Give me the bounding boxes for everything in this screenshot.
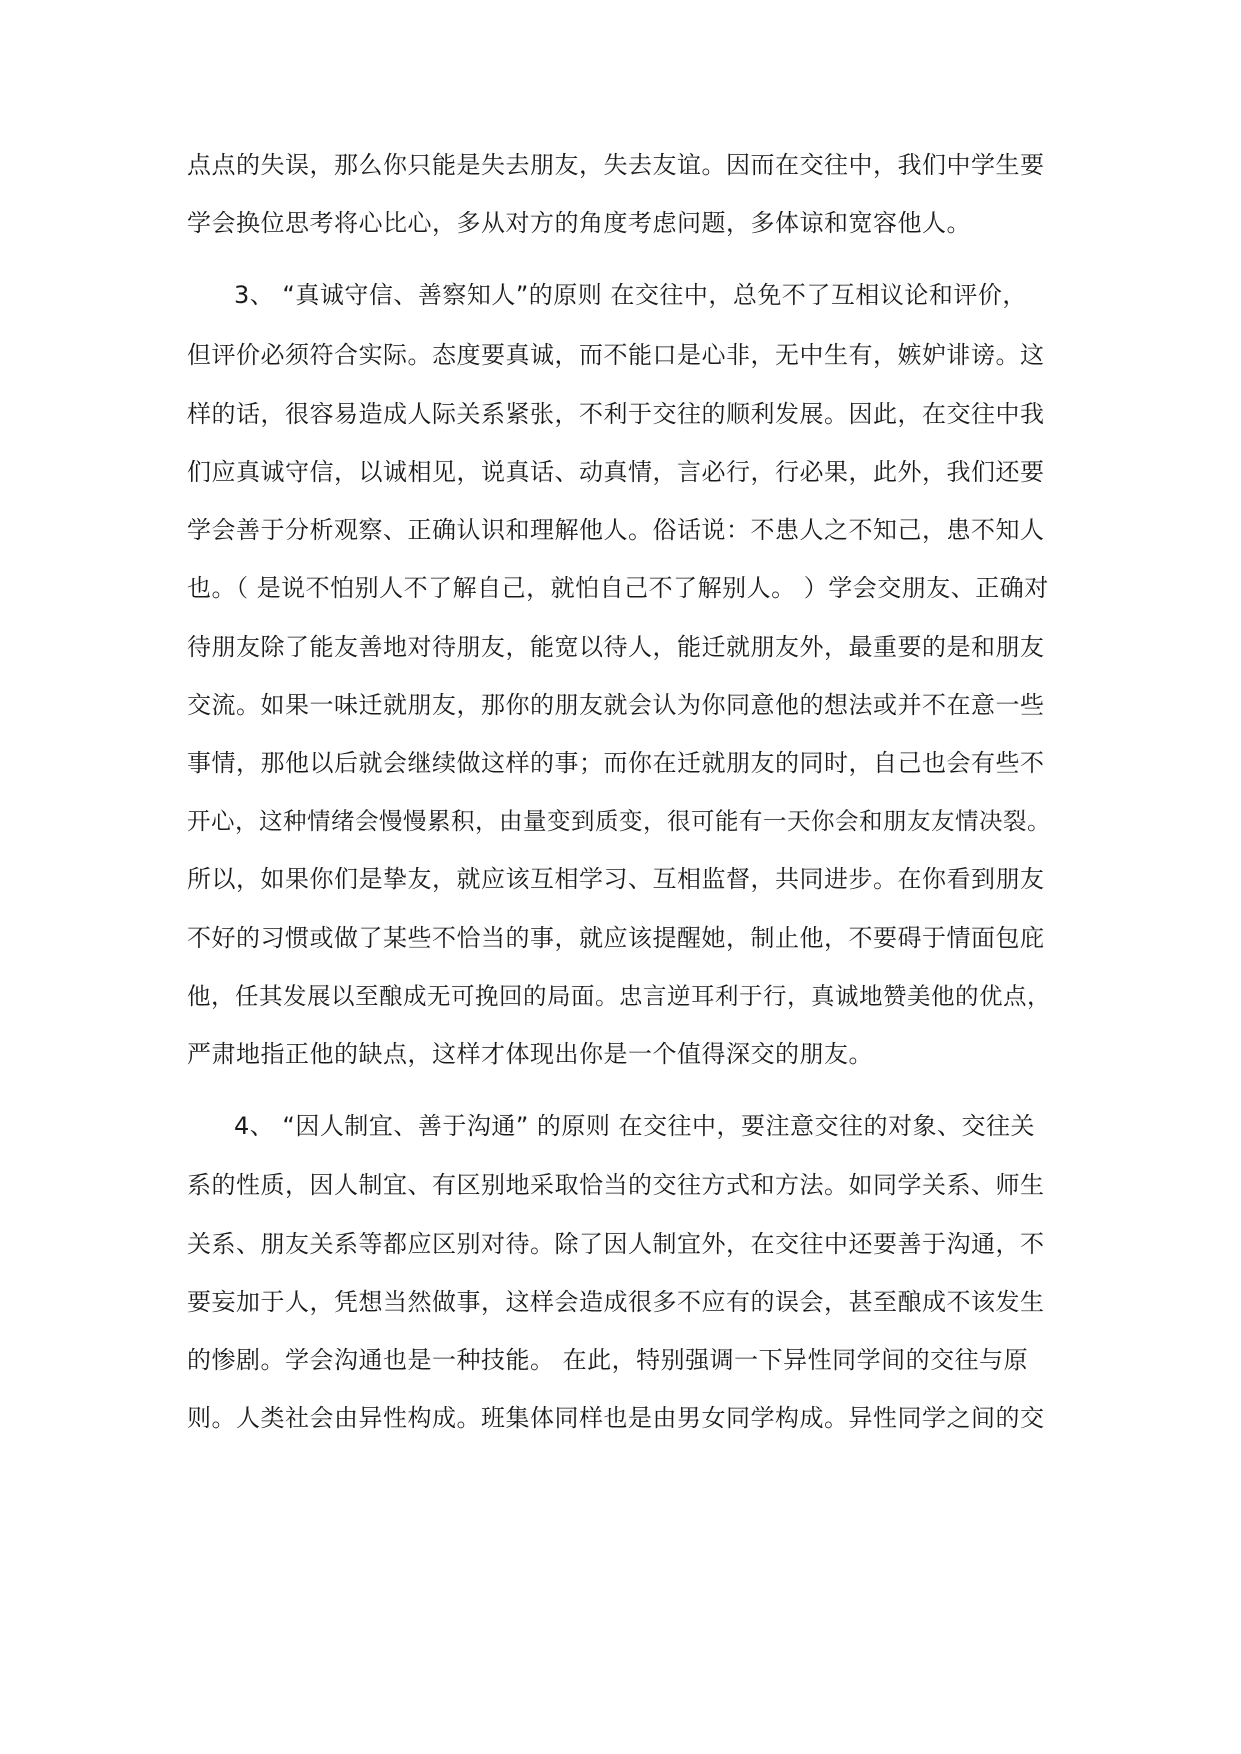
text-line: 学会换位思考将心比心，多从对方的角度考虑问题，多体谅和宽容他人。 <box>187 209 971 237</box>
text-line: 样的话，很容易造成人际关系紧张，不利于交往的顺利发展。因此，在交往中我 <box>187 400 1045 428</box>
text-line: 要妄加于人，凭想当然做事，这样会造成很多不应有的误会，甚至酿成不该发生 <box>187 1288 1045 1316</box>
text-line: 也。（ 是说不怕别人不了解自己，就怕自己不了解别人。 ）学会交朋友、正确对 <box>187 574 1049 602</box>
text-line: 待朋友除了能友善地对待朋友，能宽以待人，能迁就朋友外，最重要的是和朋友 <box>187 633 1045 661</box>
text-line: 但评价必须符合实际。态度要真诚，而不能口是心非，无中生有，嫉妒诽谤。这 <box>187 341 1045 369</box>
text-line: 们应真诚守信，以诚相见，说真话、动真情，言必行，行必果，此外，我们还要 <box>187 458 1045 486</box>
section-heading-3: 3、 “真诚守信、善察知人”的原则 在交往中，总免不了互相议论和评价， <box>234 281 1027 309</box>
text-line: 的惨剧。学会沟通也是一种技能。 在此，特别强调一下异性同学间的交往与原 <box>187 1346 1029 1374</box>
text-line: 则。人类社会由异性构成。班集体同样也是由男女同学构成。异性同学之间的交 <box>187 1404 1045 1432</box>
text-line: 交流。如果一味迁就朋友，那你的朋友就会认为你同意他的想法或并不在意一些 <box>187 691 1045 719</box>
text-line: 关系、朋友关系等都应区别对待。除了因人制宜外，在交往中还要善于沟通，不 <box>187 1230 1045 1258</box>
text-line: 严肃地指正他的缺点，这样才体现出你是一个值得深交的朋友。 <box>187 1040 873 1068</box>
text-line: 不好的习惯或做了某些不恰当的事，就应该提醒她，制止他，不要碍于情面包庇 <box>187 924 1045 952</box>
text-line: 开心，这种情绪会慢慢累积，由量变到质变，很可能有一天你会和朋友友情决裂。 <box>187 807 1051 835</box>
section-heading-4: 4、 “因人制宜、善于沟通” 的原则 在交往中，要注意交往的对象、交往关 <box>234 1112 1036 1140</box>
text-line: 所以，如果你们是挚友，就应该互相学习、互相监督，共同进步。在你看到朋友 <box>187 865 1045 893</box>
text-line: 学会善于分析观察、正确认识和理解他人。俗话说：不患人之不知己，患不知人 <box>187 516 1045 544</box>
text-line: 他，任其发展以至酿成无可挽回的局面。忠言逆耳利于行，真诚地赞美他的优点， <box>187 982 1051 1010</box>
text-line: 系的性质，因人制宜、有区别地采取恰当的交往方式和方法。如同学关系、师生 <box>187 1171 1045 1199</box>
text-line: 点点的失误，那么你只能是失去朋友，失去友谊。因而在交往中，我们中学生要 <box>187 151 1045 179</box>
text-line: 事情，那他以后就会继续做这样的事；而你在迁就朋友的同时，自己也会有些不 <box>187 749 1045 777</box>
